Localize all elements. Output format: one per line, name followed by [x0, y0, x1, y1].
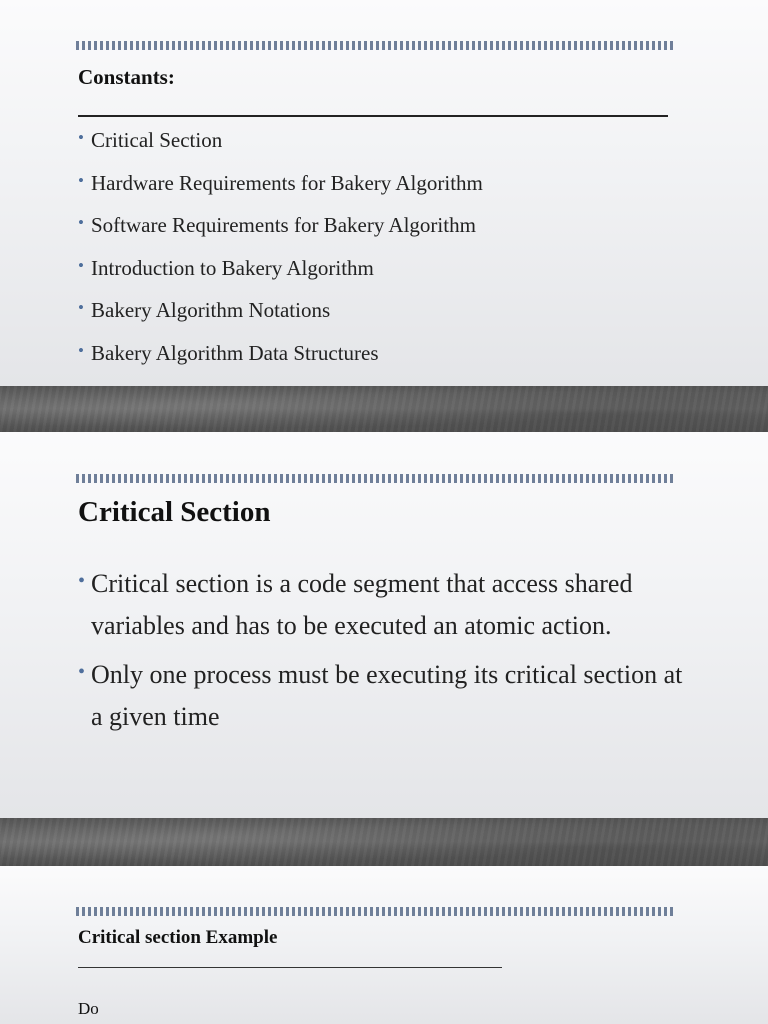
- bullet-item: • Bakery Algorithm Notations: [78, 289, 483, 332]
- bullet-item: • Software Requirements for Bakery Algorithm: [78, 204, 483, 247]
- bullet-icon: •: [78, 298, 84, 318]
- bullet-item: • Critical Section: [78, 119, 483, 162]
- code-line: Do: [78, 999, 99, 1018]
- bullet-item: • Introduction to Bakery Algorithm: [78, 247, 483, 290]
- bullet-item: • Only one process must be executing its critical section at a given time: [78, 654, 688, 737]
- slide-separator: [0, 386, 768, 432]
- bullet-list: [78, 563, 688, 745]
- slide-title: Critical section Example: [78, 927, 278, 948]
- title-underline: [78, 967, 502, 968]
- bullet-icon: •: [78, 570, 86, 592]
- decorative-stripe: [76, 474, 676, 483]
- bullet-icon: •: [78, 255, 84, 275]
- bullet-icon: •: [78, 213, 84, 233]
- bullet-icon: •: [78, 661, 86, 683]
- slide-title: Constants:: [78, 65, 175, 89]
- title-underline: [78, 115, 668, 117]
- slide-separator: [0, 818, 768, 866]
- bullet-icon: •: [78, 128, 84, 147]
- decorative-stripe: [76, 907, 676, 916]
- bullet-list: [78, 119, 483, 375]
- bullet-item: • Critical section is a code segment that access shared variables and has to be executed an atomic action.: [78, 563, 688, 646]
- bullet-icon: •: [78, 340, 84, 360]
- bullet-item: • Hardware Requirements for Bakery Algorithm: [78, 162, 483, 205]
- slide-critical-section: [0, 432, 768, 818]
- slide-contents: [0, 0, 768, 386]
- slide-title: Critical Section: [78, 496, 271, 528]
- bullet-item: • Bakery Algorithm Data Structures: [78, 332, 483, 375]
- decorative-stripe: [76, 41, 676, 50]
- slide-critical-section-example: [0, 866, 768, 1024]
- bullet-icon: •: [78, 170, 84, 190]
